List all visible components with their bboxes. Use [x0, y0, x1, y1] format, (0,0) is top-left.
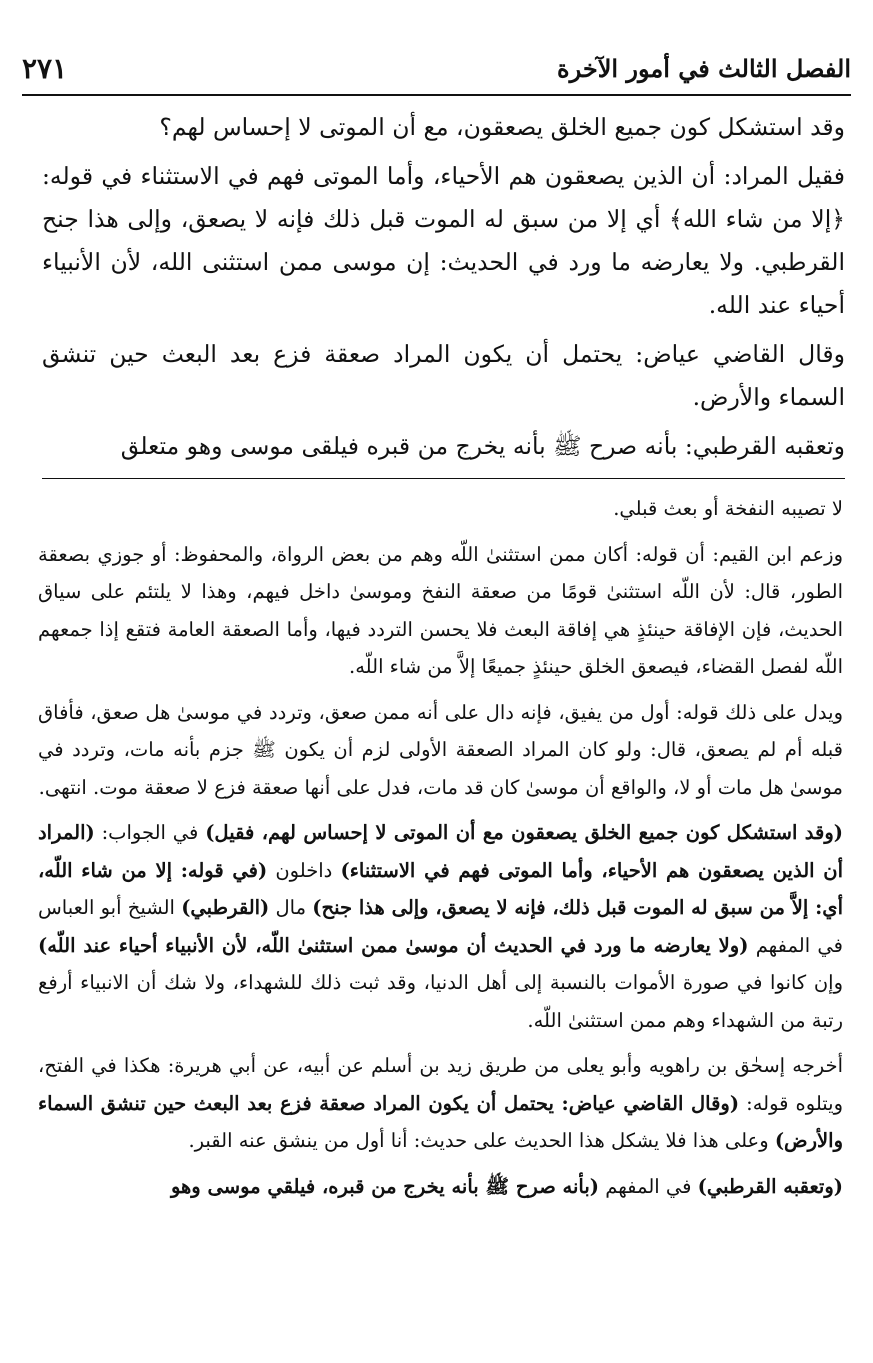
commentary-text-span: الشيخ أبو العباس في المفهم	[38, 896, 843, 957]
main-paragraph: وتعقبه القرطبي: بأنه صرح ﷺ بأنه يخرج من قبره فيلقى موسى وهو متعلق	[120, 432, 845, 460]
commentary-paragraph: وزعم ابن القيم: أن قوله: أكان ممن استثنىٰ اللّه وهم من بعض الرواة، والمحفوظ: أو جوزي بصعقة الطور، قال: لأن اللّه استثنىٰ قومًا من صعقة النفخ وموسىٰ داخل فيهم، وهذا لا يلتئم على سياق الحديث، فإن الإفاقة حينئذٍ هي إفاقة البعث فلا يحسن التردد فيها، وأما الصعقة العامة فتقع إذا جمعهم اللّه لفصل القضاء، فيصعق الخلق حينئذٍ جميعًا إلاَّ من شاء اللّه.	[38, 542, 843, 678]
quoted-text: (وقال القاضي عياض: يحتمل أن يكون المراد صعقة فزع بعد البعث حين تنشق السماء والأرض)	[38, 1091, 843, 1152]
chapter-title: الفصل الثالث في أمور الآخرة	[557, 53, 851, 83]
quoted-text: (المراد أن الذين يصعقون هم الأحياء، وأما الموتى فهم في الاستثناء)	[38, 821, 844, 882]
commentary-text-span: أخرجه إسحٰق بن راهويه وأبو يعلى من طريق زيد بن أسلم عن أبيه، عن أبي هريرة: هكذا في الفتح، ويتلوه قوله:	[38, 1054, 844, 1115]
commentary-paragraph	[38, 1047, 843, 1160]
quoted-text: (ولا يعارضه ما ورد في الحديث أن موسىٰ ممن استثنىٰ اللّه، لأن الأنبياء أحياء عند اللّه)	[38, 933, 749, 957]
quoted-text: (وقد استشكل كون جميع الخلق يصعقون مع أن الموتى لا إحساس لهم، فقيل)	[205, 821, 844, 844]
main-paragraph: فقيل المراد: أن الذين يصعقون هم الأحياء، وأما الموتى فهم في الاستثناء في قوله: ﴿إلا من شاء الله﴾ أي إلا من سبق له الموت قبل ذلك فإنه لا يصعق، وإلى هذا جنح القرطبي. ولا يعارضه ما ورد في الحديث: إن موسى ممن استثنى الله، لأن الأنبياء أحياء عند الله.	[42, 162, 845, 319]
commentary-text-span: وإن كانوا في صورة الأموات بالنسبة إلى أهل الدنيا، وقد ثبت ذلك للشهداء، ولا شك أن الانبياء أرفع رتبة من الشهداء وهم ممن استثنىٰ اللّه.	[38, 971, 843, 1032]
quoted-text: (بأنه صرح ﷺ بأنه يخرج من قبره، فيلقي موسى وهو	[170, 1174, 600, 1198]
quoted-text: (القرطبي)	[181, 896, 270, 919]
quoted-text: (وتعقبه القرطبي)	[697, 1174, 843, 1198]
quoted-text: (في قوله: إلا من شاء اللّه، أي: إلاَّ من سبق له الموت قبل ذلك، فإنه لا يصعق، وإلى هذا جنح)	[38, 858, 843, 919]
commentary-text-span: مال	[269, 896, 313, 919]
commentary-paragraph: ويدل على ذلك قوله: أول من يفيق، فإنه دال على أنه ممن صعق، وتردد في موسىٰ هل صعق، فأفاق قبله أم لم يصعق، قال: ولو كان المراد الصعقة الأولى لزم أن يكون ﷺ جزم بأنه مات، وتردد في موسىٰ هل مات أو لا، والواقع أن موسىٰ كان قد مات، فدل على أنها صعقة فزع لا صعقة موت. انتهى.	[38, 700, 843, 799]
footnote-separator	[42, 478, 845, 479]
main-paragraph: وقال القاضي عياض: يحتمل أن يكون المراد صعقة فزع بعد البعث حين تنشق السماء والأرض.	[42, 340, 845, 411]
commentary-paragraph: لا تصيبه النفخة أو بعث قبلي.	[613, 497, 843, 520]
header-rule	[22, 94, 851, 96]
commentary-text	[38, 490, 843, 1213]
commentary-text-span: وعلى هذا فلا يشكل هذا الحديث على حديث: أنا أول من ينشق عنه القبر.	[188, 1129, 775, 1152]
main-paragraph: وقد استشكل كون جميع الخلق يصعقون، مع أن الموتى لا إحساس لهم؟	[159, 113, 845, 141]
commentary-paragraph	[38, 1168, 843, 1206]
commentary-paragraph	[38, 814, 843, 1039]
page-number: ٢٧١	[22, 51, 68, 85]
commentary-text-span: في الجواب:	[94, 821, 206, 844]
main-text	[42, 106, 845, 474]
page-header	[22, 48, 851, 88]
commentary-text-span: داخلون	[267, 858, 341, 882]
commentary-text-span: في المفهم	[599, 1174, 698, 1198]
